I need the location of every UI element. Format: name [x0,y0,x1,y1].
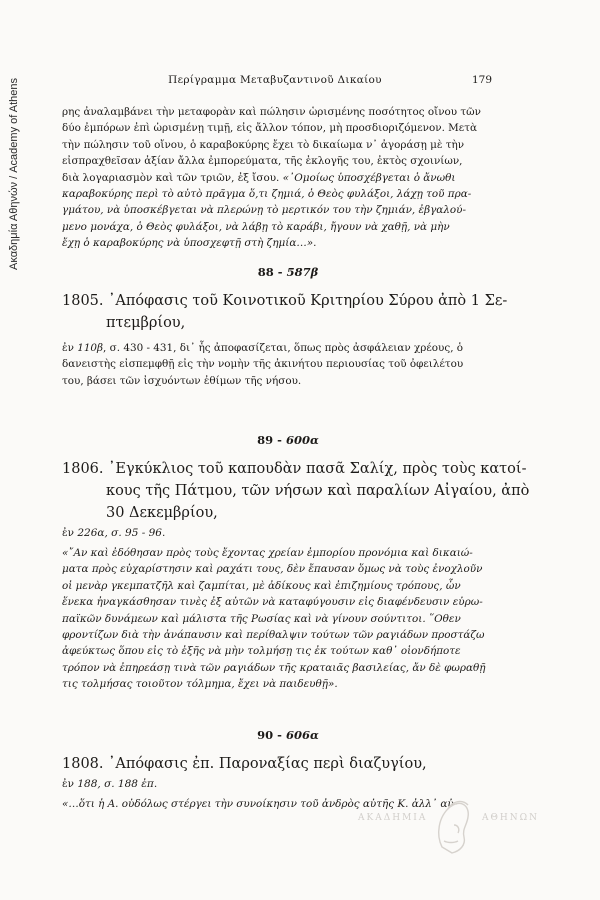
quote-line: «῎Αν καὶ ἐδόθησαν πρὸς τοὺς ἔχοντας χρείαν ἐμπορίου προνόμια καὶ δικαιώ- [62,547,473,559]
section-heading-88 [62,265,514,279]
quote-line: «…ὅτι ἡ Α. οὐδόλως στέργει τὴν συνοίκησιν τοῦ ἀνδρὸς αὐτῆς Κ. ἀλλ᾽ αὐ- [62,798,458,810]
title-line: πτεμβρίου, [106,315,186,331]
athena-head-icon [430,795,476,857]
source-ref: 188, σ. 188 ἐπ. [77,778,158,790]
source-ref: 226α, σ. 95 - 96. [77,527,166,539]
archive-side-label: Ακαδημία Αθηνών / Academy of Athens [8,77,20,270]
heading-page: 606α [285,728,319,742]
quote-block-1806 [62,545,514,693]
text-line: του, βάσει τῶν ἰσχυόντων ἐθίμων τῆς νήσου. [62,374,302,387]
title-line: 1806. ᾽Εγκύκλιος τοῦ καπουδὰν πασᾶ Σαλίχ, πρὸς τοὺς κατοί- [62,461,527,477]
quote-line: ἕνεκα ἠναγκάσθησαν τινὲς ἐξ αὐτῶν νὰ καταφύγουσιν εἰς διαφένδευσιν εὐρω- [62,596,483,609]
academy-watermark [352,795,552,865]
text-line [62,340,514,356]
title-line: 30 Δεκεμβρίου, [106,505,218,521]
entry-title-1806 [62,458,530,524]
text-line [62,170,514,186]
quote-line: καραβοκύρης περὶ τὸ αὐτὸ πρᾶγμα ὅ,τι ζημιά, ὁ Θεὸς φυλάξοι, λάχῃ τοῦ πρα- [62,188,472,201]
text-fragment: διὰ λογαριασμὸν καὶ τῶν τριῶν, ἐξ ἴσου. [62,171,280,184]
quote-line: τις τολμήσας τοιοῦτον τόλμημα, ἔχει νὰ παιδευθῇ». [62,678,338,691]
text-line: δύο ἐμπόρων ἐπὶ ὡρισμένῃ τιμῇ, εἰς ἄλλον τόπον, μὴ προσδιοριζόμενον. Μετὰ [62,122,477,135]
source-ref-1808 [62,778,157,790]
text-line: εἰσπραχθεῖσαν ἀξίαν ἄλλα ἐμπορεύματα, τῆς ἐκλογῆς του, ἐκτὸς σχοινίων, [62,155,463,168]
quote-line: ἀφεύκτως ὅπου εἰς τὸ ἑξῆς νὰ μὴν τολμήσῃ τις ἐκ τούτων καθ᾽ οἱονδήποτε [62,645,461,658]
heading-page: 600α [285,433,319,447]
text-line: τὴν πώλησιν τοῦ οἴνου, ὁ καραβοκύρης ἔχει τὸ δικαίωμα ν᾽ ἀγοράσῃ μὲ τὴν [62,138,465,151]
entry-title-1808 [62,753,522,775]
quote-line: γμάτου, νὰ ὑποσκέβγεται νὰ πλερώνῃ τὸ μερτικόν του τὴν ζημιάν, ἐβγαλού- [62,204,466,217]
source-ref: 110β [77,342,104,354]
quote-line: τρόπον νὰ ἐπηρεάσῃ τινὰ τῶν ραγιάδων τῆς κραταιᾶς βασιλείας, ἄν δὲ φωραθῇ [62,661,486,674]
section-heading-90 [62,728,514,742]
quote-fragment: «᾽Ομοίως ὑποσχέβγεται ὁ ἄνωθι [282,171,456,184]
watermark-text-right: ΑΘΗΝΩΝ [482,813,539,823]
watermark-text-left: ΑΚΑΔΗΜΙΑ [358,813,428,823]
title-line: 1808. ᾽Απόφασις ἐπ. Παροναξίας περὶ διαζυγίου, [62,756,427,772]
text-line: δανειστὴς εἰσπεμφθῇ εἰς τὴν νομὴν τῆς ἀκινήτου περιουσίας τοῦ ὀφειλέτου [62,358,464,371]
heading-number: 90 - [257,728,286,742]
section-heading-89 [62,433,514,447]
quote-line: φροντίζων διὰ τὴν ἀνάπαυσιν καὶ περίθαλψιν τούτων τῶν ραγιάδων προστάζω [62,629,485,642]
title-line: 1805. ᾽Απόφασις τοῦ Κοινοτικοῦ Κριτηρίου Σύρου ἀπὸ 1 Σε- [62,293,508,309]
intro-paragraph [62,104,514,252]
source-ref-1806 [62,527,165,539]
quote-line: ματα πρὸς εὐχαρίστησιν καὶ ραχάτι τους, δὲν ἔπαυσαν ὅμως νὰ τοὺς ἐνοχλοῦν [62,563,483,576]
heading-number: 89 - [257,433,286,447]
entry-body-1805 [62,340,514,389]
source-prefix: ἐν [62,527,78,539]
quote-line: οἱ μενὰρ γκεμπατζῆλ καὶ ζαμπίται, μὲ ἀδίκους καὶ ἐπιζημίους τρόπους, ὧν [62,579,461,592]
source-prefix: ἐν [62,778,78,790]
entry-title-1805 [62,290,522,334]
heading-page: 587β [286,265,319,279]
page-number: 179 [472,74,493,86]
quote-line: παϊκῶν δυνάμεων καὶ μάλιστα τῆς Ρωσίας καὶ νὰ γίνουν σούντιτοι. ῞Οθεν [62,612,461,625]
quote-line: μενο μονάχα, ὁ Θεὸς φυλάξοι, νὰ λάβῃ τὸ καράβι, ἤγουν νὰ χαθῇ, νὰ μὴν [62,220,450,233]
quote-line: ἔχῃ ὁ καραβοκύρης νὰ ὑποσχεφτῇ στὴ ζημία…». [62,237,317,250]
text-line: ρης ἀναλαμβάνει τὴν μεταφορὰν καὶ πώλησιν ὡρισμένης ποσότητος οἴνου τῶν [62,106,481,118]
running-head: Περίγραμμα Μεταβυζαντινοῦ Δικαίου [168,74,382,86]
heading-number: 88 - [257,265,287,279]
text-fragment: ἐν [62,342,78,354]
title-line: κους τῆς Πάτμου, τῶν νήσων καὶ παραλίων Αἰγαίου, ἀπὸ [106,483,530,499]
text-fragment: , σ. 430 - 431, δι᾽ ἧς ἀποφασίζεται, ὅπως πρὸς ἀσφάλειαν χρέους, ὁ [103,342,464,354]
